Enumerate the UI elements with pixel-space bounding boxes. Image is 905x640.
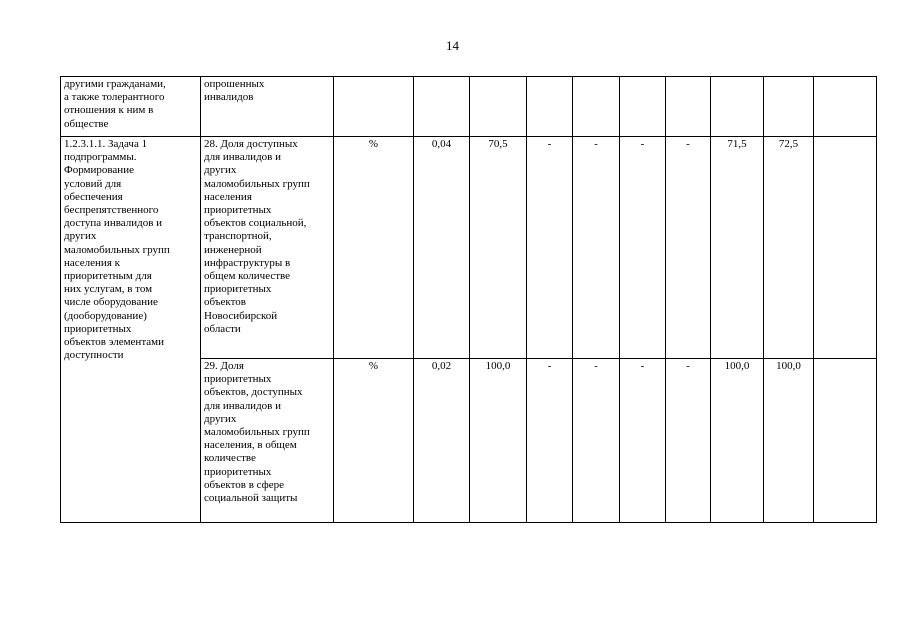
weight-cell: 0,02 xyxy=(414,359,470,523)
cell-line: транспортной, xyxy=(204,230,272,243)
cell-line: 29. Доля xyxy=(204,360,244,372)
empty-cell xyxy=(573,77,620,137)
cell-line: объектов xyxy=(204,296,246,309)
cell-line: них услугам, в том xyxy=(64,283,153,296)
empty-cell xyxy=(711,77,764,137)
empty-cell xyxy=(470,77,527,137)
empty-cell xyxy=(414,77,470,137)
cell-line: объектов, доступных xyxy=(204,386,303,399)
cell-line: приоритетных xyxy=(204,204,272,217)
cell-line: приоритетным для xyxy=(64,270,152,283)
value-cell: - xyxy=(620,359,666,523)
value-cell: 72,5 xyxy=(764,137,814,359)
empty-cell xyxy=(334,77,414,137)
cell-line: отношения к ним в xyxy=(64,104,154,117)
value-cell: - xyxy=(573,359,620,523)
cell-line: числе оборудование xyxy=(64,296,158,309)
empty-cell xyxy=(527,77,573,137)
cell-line: для инвалидов и xyxy=(204,399,281,412)
value-cell xyxy=(814,137,877,359)
cell-line: приоритетных xyxy=(64,322,132,335)
cell-line: приоритетных xyxy=(204,465,272,478)
indicator-name-cell xyxy=(201,137,334,359)
cell-line: населения к xyxy=(64,256,120,269)
cell-line: маломобильных групп xyxy=(204,177,310,190)
cell-line: инфраструктуры в xyxy=(204,256,291,269)
cell-line: обществе xyxy=(64,117,109,130)
indicators-table xyxy=(60,76,877,523)
value-cell: - xyxy=(527,359,573,523)
cell-line: маломобильных групп xyxy=(64,243,170,256)
cell-line: объектов в сфере xyxy=(204,478,285,491)
cell-line: других xyxy=(204,164,237,177)
cell-line: 28. Доля доступных xyxy=(204,138,298,150)
value-cell: - xyxy=(573,137,620,359)
cell-line: социальной защиты xyxy=(204,492,298,505)
cell-line: подпрограммы. xyxy=(64,151,137,164)
cell-line: маломобильных групп xyxy=(204,426,310,439)
table-row xyxy=(61,137,877,359)
cell-line: (дооборудование) xyxy=(64,309,147,322)
weight-cell: 0,04 xyxy=(414,137,470,359)
empty-cell xyxy=(814,77,877,137)
value-cell: - xyxy=(666,137,711,359)
cell-line: количестве xyxy=(204,452,256,465)
cell-line: условий для xyxy=(64,177,122,190)
cell-line: объектов элементами xyxy=(64,336,164,349)
empty-cell xyxy=(764,77,814,137)
cell-line: области xyxy=(204,322,241,335)
indicator-name-cell xyxy=(201,359,334,523)
cell-line: а также толерантного xyxy=(64,91,165,104)
table-row xyxy=(61,77,877,137)
cell-line: опрошенных xyxy=(204,78,265,90)
cell-line: населения, в общем xyxy=(204,439,297,452)
value-cell: 100,0 xyxy=(470,359,527,523)
cell-line: обеспечения xyxy=(64,190,123,203)
value-cell: - xyxy=(666,359,711,523)
cell-line: других xyxy=(64,230,97,243)
page-number: 14 xyxy=(446,38,459,53)
cell-line: населения xyxy=(204,190,252,203)
cell-line: приоритетных xyxy=(204,283,272,296)
empty-cell xyxy=(666,77,711,137)
cell-line: объектов социальной, xyxy=(204,217,307,230)
value-cell: 70,5 xyxy=(470,137,527,359)
cell-line: доступа инвалидов и xyxy=(64,217,163,230)
task-cell-continuation xyxy=(61,77,201,137)
cell-line: общем количестве xyxy=(204,270,291,283)
cell-line: Формирование xyxy=(64,164,134,177)
cell-line: другими гражданами, xyxy=(64,78,166,90)
cell-line: доступности xyxy=(64,349,124,362)
empty-cell xyxy=(620,77,666,137)
cell-line: Новосибирской xyxy=(204,309,278,322)
value-cell: 100,0 xyxy=(711,359,764,523)
unit-cell: % xyxy=(334,137,414,359)
cell-line: других xyxy=(204,412,237,425)
task-cell xyxy=(61,137,201,523)
unit-cell: % xyxy=(334,359,414,523)
value-cell: - xyxy=(620,137,666,359)
cell-line: для инвалидов и xyxy=(204,151,281,164)
cell-line: 1.2.3.1.1. Задача 1 xyxy=(64,138,148,150)
value-cell: - xyxy=(527,137,573,359)
value-cell: 100,0 xyxy=(764,359,814,523)
cell-line: приоритетных xyxy=(204,373,272,386)
value-cell xyxy=(814,359,877,523)
indicator-cell-continuation xyxy=(201,77,334,137)
cell-line: беспрепятственного xyxy=(64,204,159,217)
cell-line: инженерной xyxy=(204,243,262,256)
cell-line: инвалидов xyxy=(204,91,254,104)
value-cell: 71,5 xyxy=(711,137,764,359)
